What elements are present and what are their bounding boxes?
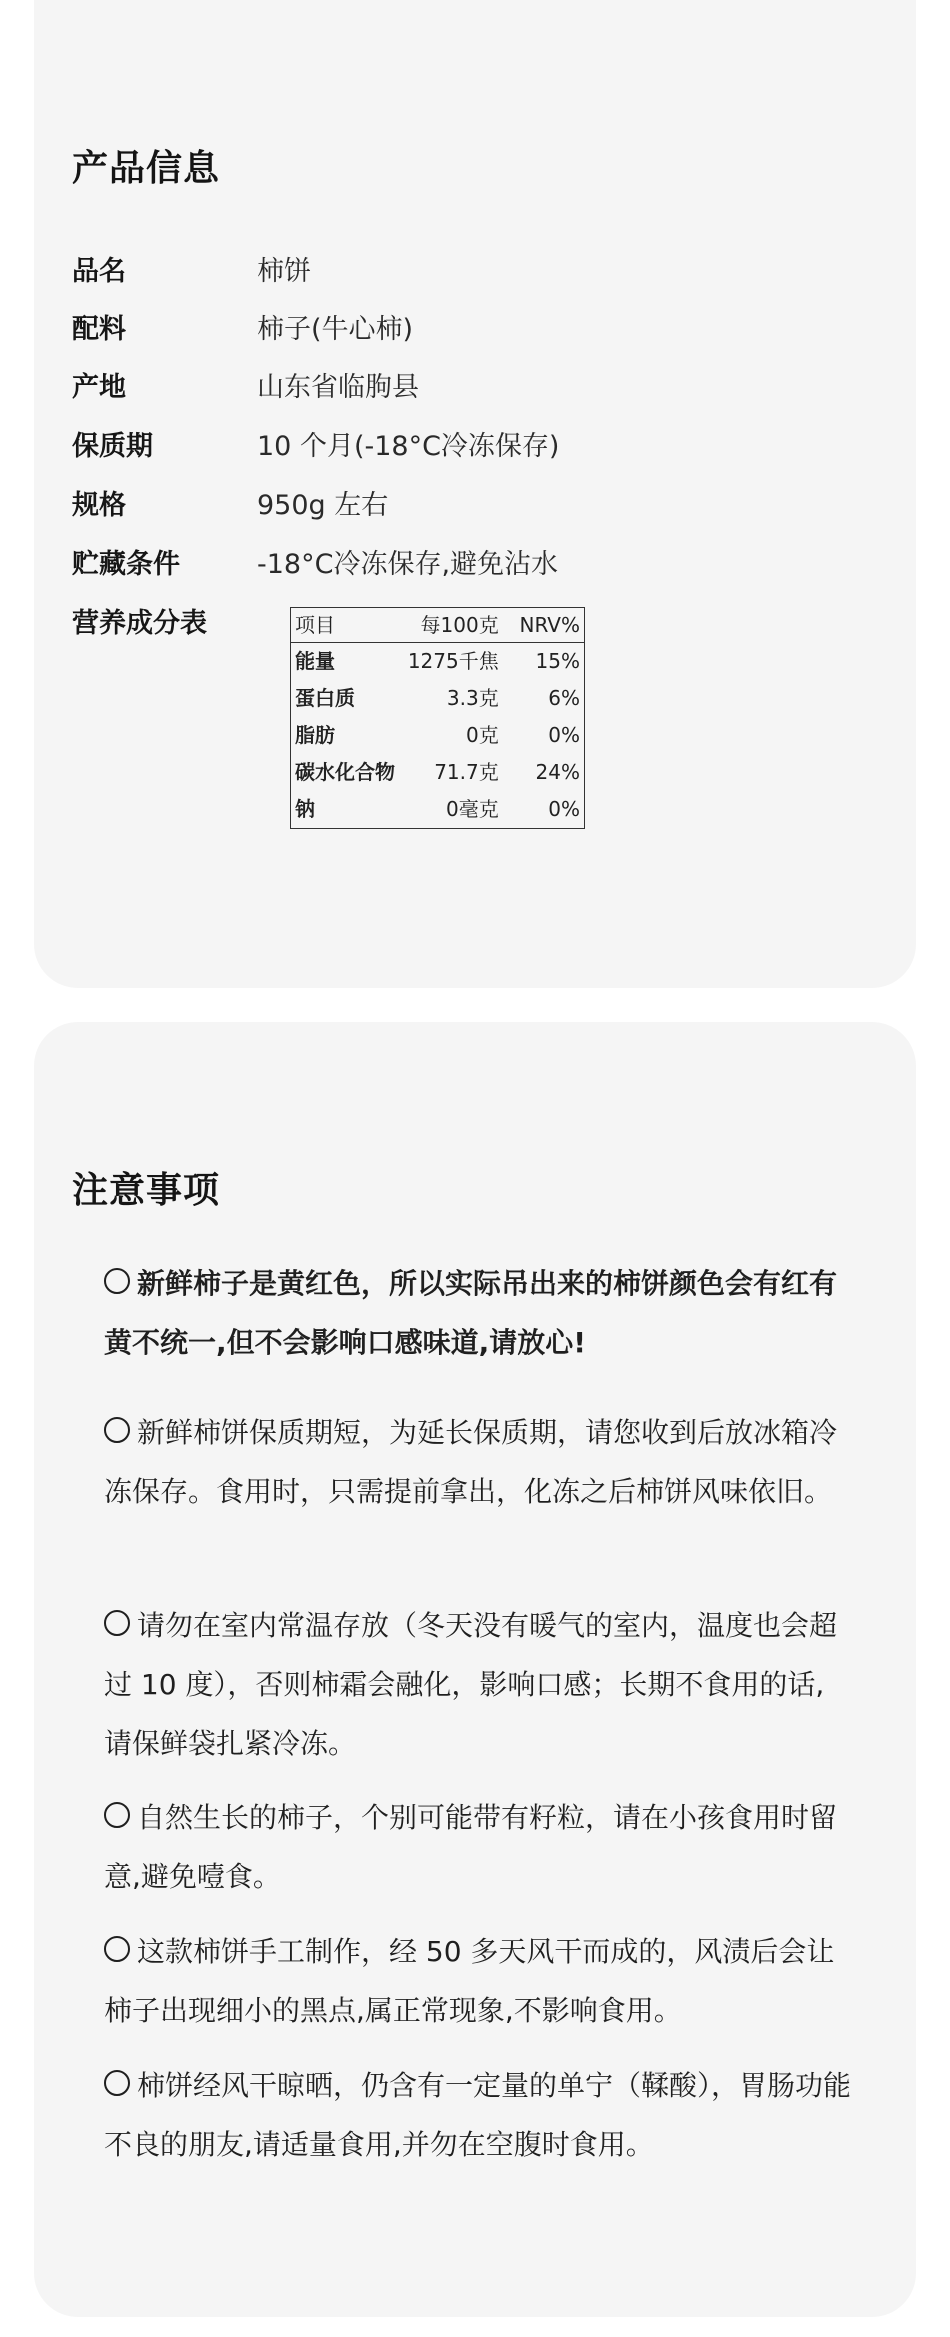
table-row [291, 754, 585, 791]
info-value: 柿子(牛心柿) [257, 314, 414, 345]
circle-icon [104, 1802, 130, 1828]
nutrient-nrv: 0% [548, 797, 580, 821]
nutrient-name: 钠 [295, 797, 315, 821]
note-item [104, 1788, 852, 1906]
nutrition-header: 每100克 [403, 608, 503, 643]
note-text: 柿饼经风干晾晒，仍含有一定量的单宁（鞣酸），胃肠功能不良的朋友,请适量食用,并勿在空腹时食用。 [104, 2069, 852, 2161]
nutrient-amount: 71.7克 [434, 760, 499, 784]
nutrient-amount: 1275千焦 [407, 649, 499, 673]
nutrition-table [290, 607, 585, 829]
info-row-name [72, 252, 311, 292]
nutrition-header-row [291, 608, 585, 643]
info-label: 产地 [72, 372, 126, 403]
info-row-origin [72, 368, 419, 408]
circle-icon [104, 1417, 130, 1443]
nutrition-header: 项目 [291, 608, 403, 643]
note-text: 自然生长的柿子，个别可能带有籽粒，请在小孩食用时留意,避免噎食。 [104, 1801, 838, 1893]
product-info-title: 产品信息 [72, 148, 221, 189]
nutrient-name: 脂肪 [295, 723, 335, 747]
info-row-storage [72, 545, 558, 585]
nutrient-name: 蛋白质 [295, 686, 355, 710]
info-value: 山东省临朐县 [257, 372, 419, 403]
note-item [104, 1403, 852, 1521]
nutrient-amount: 0毫克 [445, 797, 499, 821]
table-row [291, 791, 585, 829]
info-label: 营养成分表 [72, 608, 207, 639]
info-value: 950g 左右 [257, 490, 389, 521]
notes-title: 注意事项 [72, 1170, 221, 1211]
info-label: 贮藏条件 [72, 549, 180, 580]
info-row-nutrition [72, 604, 257, 644]
nutrient-amount: 0克 [465, 723, 499, 747]
note-text: 请勿在室内常温存放（冬天没有暖气的室内，温度也会超过 10 度），否则柿霜会融化，影响口感；长期不食用的话,请保鲜袋扎紧冷冻。 [104, 1609, 838, 1760]
info-label: 品名 [72, 256, 126, 287]
nutrient-nrv: 24% [535, 760, 580, 784]
nutrient-name: 碳水化合物 [295, 760, 395, 784]
info-label: 配料 [72, 314, 126, 345]
table-row [291, 643, 585, 681]
info-row-spec [72, 486, 388, 526]
nutrient-nrv: 6% [548, 686, 580, 710]
note-text: 这款柿饼手工制作，经 50 多天风干而成的，风渍后会让柿子出现细小的黑点,属正常现象,不影响食用。 [104, 1935, 835, 2027]
info-label: 规格 [72, 490, 126, 521]
nutrient-amount: 3.3克 [446, 686, 499, 710]
nutrient-nrv: 15% [535, 649, 580, 673]
note-item [104, 1596, 852, 1773]
note-item [104, 1922, 852, 2040]
circle-icon [104, 1610, 130, 1636]
info-value: -18°C冷冻保存,避免沾水 [257, 549, 559, 580]
info-row-shelf-life [72, 427, 559, 467]
info-value: 柿饼 [257, 256, 311, 287]
note-item [104, 1254, 852, 1372]
table-row [291, 717, 585, 754]
info-label: 保质期 [72, 431, 153, 462]
info-row-ingredients [72, 310, 413, 350]
note-item [104, 2056, 852, 2174]
note-text: 新鲜柿子是黄红色，所以实际吊出来的柿饼颜色会有红有黄不统一,但不会影响口感味道,请放心! [104, 1267, 838, 1359]
circle-icon [104, 1268, 130, 1294]
table-row [291, 680, 585, 717]
info-value: 10 个月(-18°C冷冻保存) [257, 431, 560, 462]
circle-icon [104, 2070, 130, 2096]
circle-icon [104, 1936, 130, 1962]
nutrient-name: 能量 [295, 649, 335, 673]
note-text: 新鲜柿饼保质期短，为延长保质期，请您收到后放冰箱冷冻保存。食用时，只需提前拿出，化冻之后柿饼风味依旧。 [104, 1416, 838, 1508]
nutrition-header: NRV% [503, 608, 585, 643]
nutrient-nrv: 0% [548, 723, 580, 747]
